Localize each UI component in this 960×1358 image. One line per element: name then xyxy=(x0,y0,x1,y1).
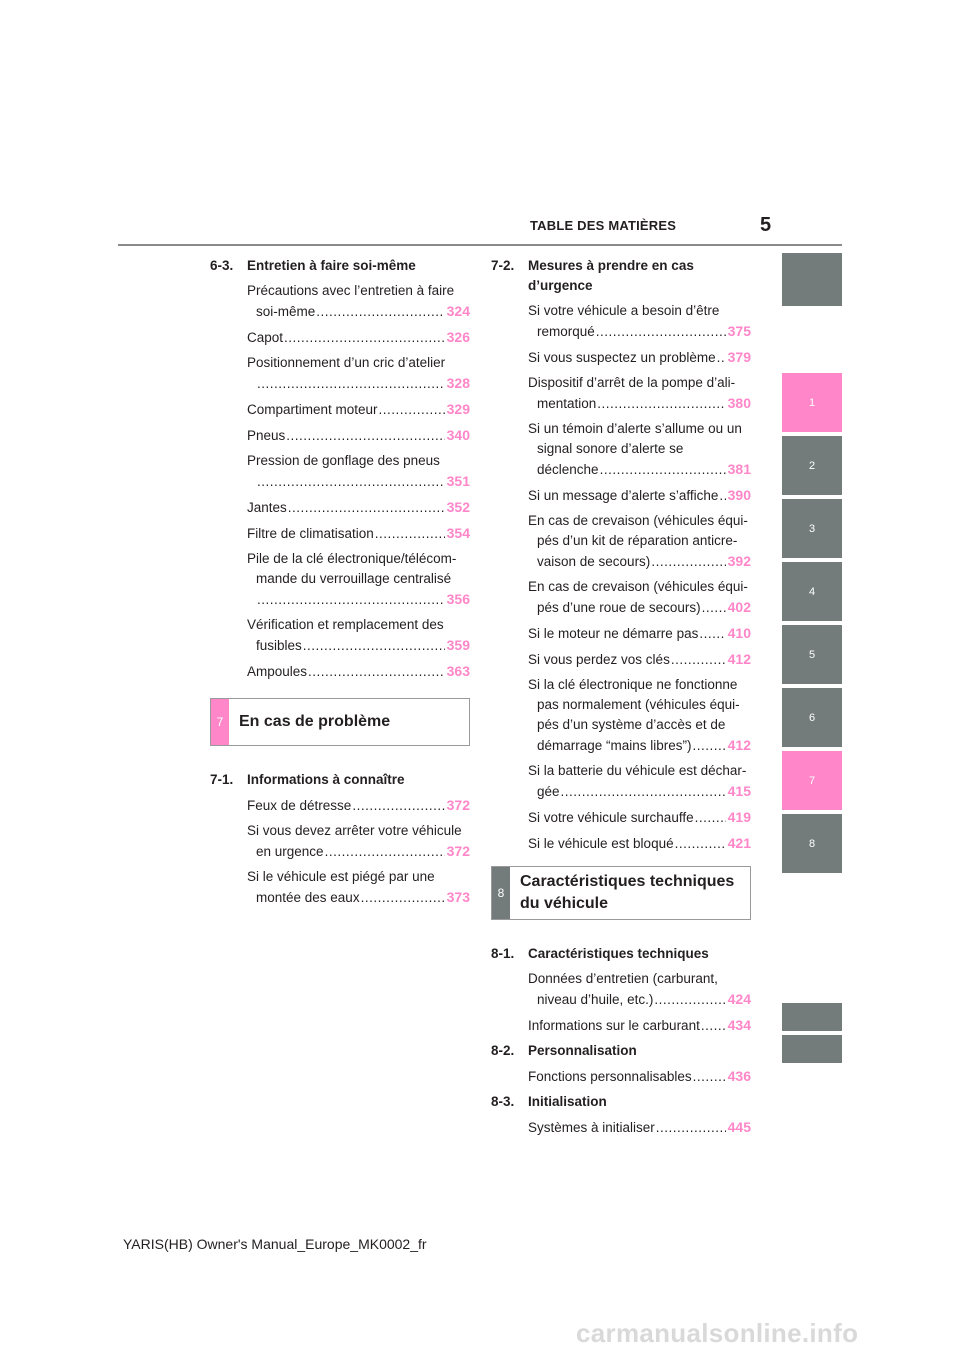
toc-entry[interactable] xyxy=(528,1066,751,1087)
section-number: 7-2. xyxy=(491,258,515,273)
toc-list xyxy=(247,281,470,682)
dot-leader xyxy=(656,1118,726,1138)
chapter-title-line: du véhicule xyxy=(520,895,609,912)
page-reference-link[interactable]: 392 xyxy=(727,553,751,569)
sidebar-blank-tab xyxy=(782,1035,842,1063)
section-title: Caractéristiques techniques xyxy=(528,946,709,961)
toc-entry-text: Si vous perdez vos clés xyxy=(528,652,670,667)
section-title: Personnalisation xyxy=(528,1043,637,1058)
section-number: 7-1. xyxy=(210,772,234,787)
toc-entry-text: pas normalement (véhicules équi- xyxy=(537,697,740,712)
page-reference-link[interactable]: 415 xyxy=(727,783,751,799)
section-title: Initialisation xyxy=(528,1094,607,1109)
toc-entry[interactable] xyxy=(247,399,470,420)
toc-entry-text: niveau d’huile, etc.) xyxy=(537,992,654,1007)
page-reference-link[interactable]: 375 xyxy=(727,323,751,339)
section-title: Entretien à faire soi-même xyxy=(247,258,416,273)
chapter-number-tab: 8 xyxy=(492,867,510,919)
toc-entry-text: En cas de crevaison (véhicules équi- xyxy=(528,513,748,528)
page-reference-link[interactable]: 326 xyxy=(446,329,470,345)
page-reference-link[interactable]: 356 xyxy=(446,591,470,607)
dot-leader xyxy=(699,624,725,644)
toc-entry-text: Ampoules xyxy=(247,664,308,679)
page-reference-link[interactable]: 324 xyxy=(446,303,470,319)
toc-entry-text: gée xyxy=(537,784,560,799)
toc-entry-text: fusibles xyxy=(256,638,302,653)
page-reference-link[interactable]: 445 xyxy=(727,1119,751,1135)
toc-entry-text: pés d’un kit de réparation anticre- xyxy=(537,533,738,548)
section-heading-7-2 xyxy=(491,256,751,296)
toc-entry-text: Positionnement d’un cric d’atelier xyxy=(247,355,446,370)
sidebar-tab-6[interactable]: 6 xyxy=(782,688,842,747)
sidebar-tab-3[interactable]: 3 xyxy=(782,499,842,558)
toc-entry-text: Jantes xyxy=(247,500,287,515)
toc-entry[interactable] xyxy=(247,821,470,862)
dot-leader xyxy=(675,834,726,854)
dot-leader xyxy=(600,460,726,480)
toc-entry-text: Si vous suspectez un problème xyxy=(528,350,716,365)
toc-entry-text: Pneus xyxy=(247,428,286,443)
toc-entry[interactable] xyxy=(528,969,751,1010)
sidebar-tab-5[interactable]: 5 xyxy=(782,625,842,684)
dot-leader xyxy=(651,552,725,572)
section-number: 8-2. xyxy=(491,1043,515,1058)
dot-leader xyxy=(719,486,725,506)
footer-manual-id: YARIS(HB) Owner's Manual_Europe_MK0002_fr xyxy=(123,1236,427,1252)
dot-leader xyxy=(257,590,445,610)
page-reference-link[interactable]: 421 xyxy=(727,835,751,851)
header-title: TABLE DES MATIÈRES xyxy=(530,218,677,233)
page-reference-link[interactable]: 380 xyxy=(727,395,751,411)
header-divider xyxy=(118,244,842,246)
toc-list xyxy=(528,301,751,854)
sidebar-tab-4[interactable]: 4 xyxy=(782,562,842,621)
page-reference-link[interactable]: 329 xyxy=(446,401,470,417)
chapter-heading-8[interactable] xyxy=(491,866,751,920)
toc-entry[interactable] xyxy=(528,807,751,828)
toc-entry[interactable] xyxy=(247,451,470,492)
toc-entry-text: Si le véhicule est piégé par une xyxy=(247,869,435,884)
toc-entry[interactable] xyxy=(247,867,470,908)
toc-entry-text: Si votre véhicule a besoin d’être xyxy=(528,303,720,318)
toc-entry-text: Vérification et remplacement des xyxy=(247,617,444,632)
chapter-title-line: Caractéristiques techniques xyxy=(520,873,735,890)
sidebar-tab-7[interactable]: 7 xyxy=(782,751,842,810)
toc-entry-text: Compartiment moteur xyxy=(247,402,378,417)
toc-entry-text: Pression de gonflage des pneus xyxy=(247,453,440,468)
toc-entry[interactable] xyxy=(528,1015,751,1036)
toc-entry[interactable] xyxy=(528,577,751,618)
toc-entry[interactable] xyxy=(247,353,470,394)
dot-leader xyxy=(325,842,445,862)
toc-entry-text: Si la clé électronique ne fonctionne xyxy=(528,677,738,692)
dot-leader xyxy=(379,400,445,420)
section-title: Informations à connaître xyxy=(247,772,405,787)
section-number: 8-3. xyxy=(491,1094,515,1109)
toc-entry[interactable] xyxy=(247,523,470,544)
page-reference-link[interactable]: 412 xyxy=(727,651,751,667)
section-number: 8-1. xyxy=(491,946,515,961)
toc-entry-text: Si votre véhicule surchauffe xyxy=(528,810,694,825)
section-heading-8-3 xyxy=(491,1092,751,1112)
page-reference-link[interactable]: 381 xyxy=(727,461,751,477)
dot-leader xyxy=(717,348,726,368)
toc-entry-text: Fonctions personnalisables xyxy=(528,1069,692,1084)
sidebar-tab-1[interactable]: 1 xyxy=(782,373,842,432)
dot-leader xyxy=(361,888,445,908)
toc-entry-text: Si vous devez arrêter votre véhicule xyxy=(247,823,462,838)
toc-entry-text: soi-même xyxy=(256,304,316,319)
section-heading-8-2 xyxy=(491,1041,751,1061)
page-reference-link[interactable]: 424 xyxy=(727,991,751,1007)
toc-left-column xyxy=(210,255,470,913)
dot-leader xyxy=(693,1067,726,1087)
toc-entry-text: déclenche xyxy=(537,462,599,477)
toc-entry[interactable] xyxy=(247,661,470,682)
dot-leader xyxy=(303,636,445,656)
dot-leader xyxy=(654,990,725,1010)
toc-entry-text: pés d’un système d’accès et de xyxy=(537,717,726,732)
toc-entry-text: en urgence xyxy=(256,844,324,859)
dot-leader xyxy=(671,650,726,670)
page-reference-link[interactable]: 351 xyxy=(446,473,470,489)
toc-entry-text: Informations sur le carburant xyxy=(528,1018,700,1033)
toc-entry[interactable] xyxy=(528,301,751,342)
toc-entry[interactable] xyxy=(247,281,470,322)
toc-entry-text: En cas de crevaison (véhicules équi- xyxy=(528,579,748,594)
page-reference-link[interactable]: 412 xyxy=(727,737,751,753)
page-reference-link[interactable]: 410 xyxy=(727,625,751,641)
page-reference-link[interactable]: 372 xyxy=(446,843,470,859)
toc-entry[interactable] xyxy=(528,675,751,756)
toc-right-column xyxy=(491,255,751,1143)
sidebar-blank-tab xyxy=(782,253,842,306)
section-heading-6-3 xyxy=(210,256,470,276)
dot-leader xyxy=(286,426,444,446)
toc-entry-text: pés d’une roue de secours) xyxy=(537,600,701,615)
dot-leader xyxy=(695,808,726,828)
dot-leader xyxy=(284,328,445,348)
page-reference-link[interactable]: 379 xyxy=(727,349,751,365)
toc-entry-text: Données d’entretien (carburant, xyxy=(528,971,718,986)
toc-entry[interactable] xyxy=(247,615,470,656)
toc-entry[interactable] xyxy=(247,795,470,816)
toc-entry[interactable] xyxy=(247,497,470,518)
toc-entry[interactable] xyxy=(528,347,751,368)
toc-entry-text: Si un témoin d’alerte s’allume ou un xyxy=(528,421,742,436)
section-title-line: d’urgence xyxy=(528,278,593,293)
toc-entry-text: Feux de détresse xyxy=(247,798,352,813)
toc-list xyxy=(528,969,751,1036)
section-heading-7-1 xyxy=(210,770,470,790)
dot-leader xyxy=(561,782,726,802)
page-reference-link[interactable]: 436 xyxy=(727,1068,751,1084)
chapter-number-tab: 7 xyxy=(211,699,229,745)
toc-entry[interactable] xyxy=(528,761,751,802)
toc-list xyxy=(528,1117,751,1138)
chapter-title xyxy=(520,867,744,919)
toc-entry-text: remorqué xyxy=(537,324,595,339)
toc-entry-text: montée des eaux xyxy=(256,890,360,905)
toc-entry-text: Si la batterie du véhicule est déchar- xyxy=(528,763,747,778)
sidebar-blank-tab xyxy=(782,1003,842,1031)
dot-leader xyxy=(288,498,445,518)
toc-entry-text: mande du verrouillage centralisé xyxy=(256,571,452,586)
section-title-line: Mesures à prendre en cas xyxy=(528,258,694,273)
toc-entry[interactable] xyxy=(528,833,751,854)
chapter-title: En cas de problème xyxy=(239,713,391,730)
toc-entry[interactable] xyxy=(528,511,751,572)
dot-leader xyxy=(257,472,445,492)
page-reference-link[interactable]: 328 xyxy=(446,375,470,391)
toc-entry[interactable] xyxy=(528,419,751,480)
page-reference-link[interactable]: 434 xyxy=(727,1017,751,1033)
toc-entry[interactable] xyxy=(528,1117,751,1138)
page-reference-link[interactable]: 390 xyxy=(727,487,751,503)
dot-leader xyxy=(316,302,444,322)
toc-entry[interactable] xyxy=(528,485,751,506)
toc-entry[interactable] xyxy=(247,425,470,446)
sidebar-tab-8[interactable]: 8 xyxy=(782,814,842,873)
toc-entry-text: Filtre de climatisation xyxy=(247,526,374,541)
dot-leader xyxy=(375,524,445,544)
toc-entry-text: mentation xyxy=(537,396,597,411)
toc-entry-text: Systèmes à initialiser xyxy=(528,1120,655,1135)
toc-entry[interactable] xyxy=(528,649,751,670)
page-reference-link[interactable]: 372 xyxy=(446,797,470,813)
toc-entry-text: Si le véhicule est bloqué xyxy=(528,836,674,851)
page-reference-link[interactable]: 340 xyxy=(446,427,470,443)
toc-entry[interactable] xyxy=(528,373,751,414)
chapter-heading-7[interactable] xyxy=(210,698,470,746)
toc-entry-text: Si un message d’alerte s’affiche xyxy=(528,488,719,503)
dot-leader xyxy=(352,796,444,816)
page-reference-link[interactable]: 373 xyxy=(446,889,470,905)
toc-entry-text: démarrage “mains libres”) xyxy=(537,738,692,753)
page-reference-link[interactable]: 354 xyxy=(446,525,470,541)
page-reference-link[interactable]: 402 xyxy=(727,599,751,615)
dot-leader xyxy=(701,1016,726,1036)
dot-leader xyxy=(702,598,726,618)
toc-entry[interactable] xyxy=(247,327,470,348)
toc-entry-text: Pile de la clé électronique/télécom- xyxy=(247,551,457,566)
dot-leader xyxy=(693,736,726,756)
toc-entry-text: vaison de secours) xyxy=(537,554,651,569)
toc-list xyxy=(247,795,470,908)
dot-leader xyxy=(308,662,445,682)
toc-entry-text: Dispositif d’arrêt de la pompe d’ali- xyxy=(528,375,736,390)
watermark: carmanualsonline.info xyxy=(576,1318,859,1348)
toc-entry[interactable] xyxy=(528,623,751,644)
toc-entry[interactable] xyxy=(247,549,470,610)
page-reference-link[interactable]: 359 xyxy=(446,637,470,653)
section-number: 6-3. xyxy=(210,258,234,273)
dot-leader xyxy=(257,374,445,394)
toc-list xyxy=(528,1066,751,1087)
toc-entry-text: Précautions avec l’entretien à faire xyxy=(247,283,455,298)
toc-entry-text: signal sonore d’alerte se xyxy=(537,441,684,456)
section-heading-8-1 xyxy=(491,944,751,964)
toc-entry-text: Capot xyxy=(247,330,284,345)
dot-leader xyxy=(596,322,726,342)
dot-leader xyxy=(597,394,725,414)
section-title xyxy=(528,256,751,296)
page-reference-link[interactable]: 419 xyxy=(727,809,751,825)
toc-entry-text: Si le moteur ne démarre pas xyxy=(528,626,699,641)
page-number: 5 xyxy=(760,214,772,236)
page-reference-link[interactable]: 352 xyxy=(446,499,470,515)
page-reference-link[interactable]: 363 xyxy=(446,663,470,679)
sidebar-tab-2[interactable]: 2 xyxy=(782,436,842,495)
